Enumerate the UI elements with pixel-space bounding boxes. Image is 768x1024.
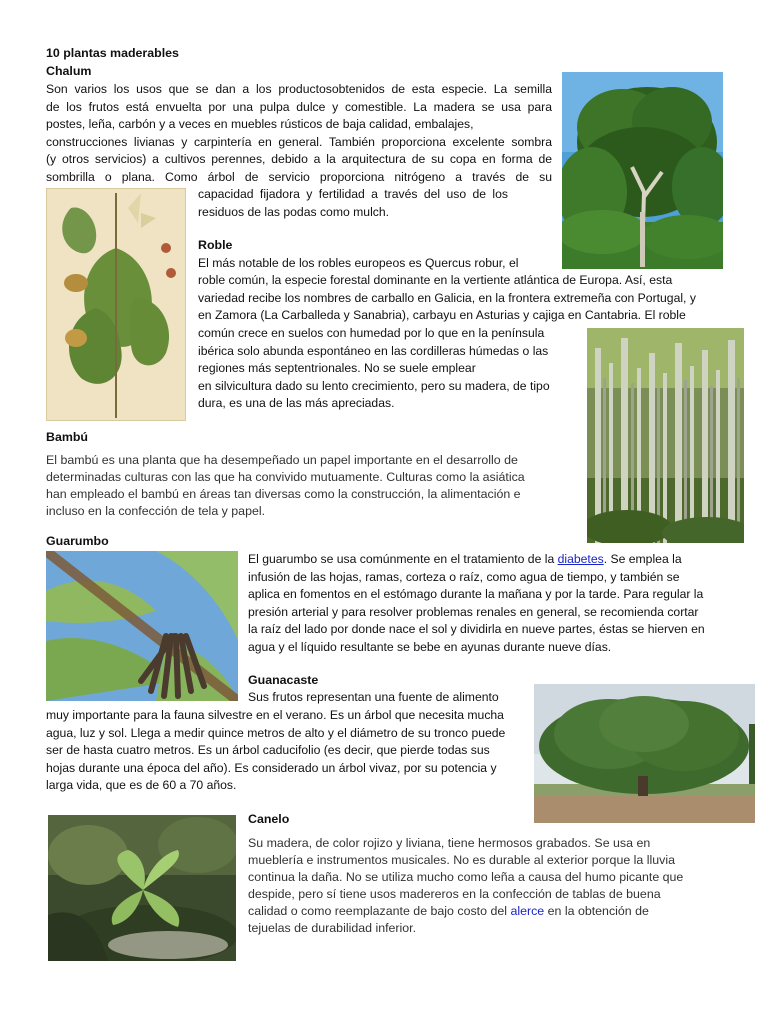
guarumbo-line: infusión de las hojas, ramas, corteza o raíz, como agua de tiempo, y también se [248, 569, 680, 584]
guarumbo-line: agua y el líquido resultante se bebe en ayunas durante nueve días. [248, 639, 612, 654]
roble-line: regiones más septentrionales. No se suele emplear [198, 361, 476, 376]
bambu-line: han empleado el bambú en áreas tan diversas como la construcción, la alimentación e [46, 487, 521, 501]
guanacaste-line: muy importante para la fauna silvestre en el verano. Es un árbol que necesita mucha [46, 708, 504, 722]
canelo-text: calidad o como reemplazante de bajo costo del [248, 904, 511, 918]
guarumbo-line: aplica en fomentos en el estómago durante la mañana y por la tarde. Para regular la [248, 587, 704, 602]
diabetes-link[interactable]: diabetes [557, 552, 604, 566]
chalum-line: de los frutos está envuelta por una pulpa dulce y comestible. La madera se usa para [46, 99, 552, 114]
guarumbo-line: presión arterial y para resolver problemas renales en general, se recomienda cortar [248, 604, 699, 619]
chalum-line: construcciones livianas y carpintería en general. También proporciona excelente sombra [46, 134, 552, 149]
bambu-line: El bambú es una planta que ha desempeñado un papel importante en el desarrollo de [46, 453, 518, 467]
roble-line: roble común, la especie forestal dominante en la vertiente atlántica de Europa. Así, esta [198, 273, 673, 287]
roble-paragraph-wide [198, 272, 718, 325]
roble-line: en Zamora (La Carballeda y Sanabria), carbayu en Asturias y cajiga en Cantabria. El roble [198, 308, 686, 323]
canelo-line: tejuelas de durabilidad inferior. [248, 921, 417, 935]
roble-line: en silvicultura dado su lento crecimiento, pero su madera, de tipo [198, 378, 550, 393]
canelo-plant-photo [48, 815, 236, 961]
page-title: 10 plantas maderables [46, 46, 179, 60]
canelo-line: Su madera, de color rojizo y liviana, tiene hermosos grabados. Se usa en [248, 836, 651, 850]
guanacaste-line: larga vida, que es de 60 a 70 años. [46, 778, 237, 793]
roble-paragraph [198, 255, 528, 273]
guanacaste-line: Sus frutos representan una fuente de alimento [248, 690, 499, 704]
guanacaste-first-line [248, 689, 528, 707]
guarumbo-line [248, 551, 722, 569]
heading-guarumbo: Guarumbo [46, 534, 109, 548]
roble-line: ibérica solo abunda espontáneo en las cordilleras húmedas o las [198, 343, 549, 358]
guarumbo-text: . Se emplea la [603, 552, 682, 566]
roble-line: común crece en suelos con humedad por lo que en la península [198, 326, 545, 340]
chalum-line: (y otros servicios) a cultivos perennes, debido a la arquitectura de su copa en forma de [46, 152, 552, 167]
guanacaste-line: hojas durante una época del año). Es considerado un árbol vivaz, por su potencia y [46, 760, 497, 775]
guanacaste-line: ser de hasta cuatro metros. Es un árbol caducifolio (es decir, que pierde todas sus [46, 743, 490, 758]
guanacaste-line: agua, luz y sol. Llega a medir quince metros de alto y el diámetro de su tronco puede [46, 725, 506, 740]
canelo-line [248, 903, 728, 920]
bamboo-forest-photo [587, 328, 744, 543]
chalum-tree-photo [562, 72, 723, 269]
guarumbo-line: la raíz del lado por donde nace el sol y dividirla en nueve partes, éstas se hierven en [248, 622, 705, 637]
alerce-link[interactable]: alerce [510, 904, 545, 918]
bambu-line: incluso en la confección de tela y papel. [46, 504, 266, 518]
chalum-paragraph-cont [198, 186, 508, 221]
heading-canelo: Canelo [248, 812, 290, 826]
guanacaste-paragraph [46, 707, 526, 795]
roble-line: dura, es una de las más apreciadas. [198, 396, 395, 411]
guanacaste-tree-photo [534, 684, 755, 823]
heading-chalum: Chalum [46, 64, 92, 78]
roble-line: El más notable de los robles europeos es Quercus robur, el [198, 256, 519, 270]
chalum-line: capacidad fijadora y fertilidad a través del uso de los [198, 187, 508, 201]
heading-bambu: Bambú [46, 430, 88, 444]
bambu-line: determinadas culturas con las que ha convivido mutuamente. Culturas como la asiática [46, 470, 525, 484]
roble-line: variedad recibe los nombres de carballo en Galicia, en la frontera extremeña con Portugal, y [198, 290, 696, 305]
canelo-line: mueblería e instrumentos musicales. No es durable al exterior porque la lluvia [248, 853, 675, 867]
guarumbo-text: El guarumbo se usa comúnmente en el tratamiento de la [248, 552, 558, 566]
chalum-line: residuos de las podas como mulch. [198, 204, 390, 219]
canelo-paragraph [248, 835, 728, 937]
chalum-line: postes, leña, carbón y a veces en muebles rústicos de baja calidad, embalajes, [46, 117, 474, 132]
heading-guanacaste: Guanacaste [248, 673, 319, 687]
guarumbo-leaves-photo [46, 551, 238, 701]
roble-paragraph-narrow [198, 325, 568, 413]
chalum-line: sombrilla o plana. Como árbol de servicio proporciona nitrógeno a través de su [46, 169, 552, 184]
guarumbo-paragraph [248, 551, 722, 657]
canelo-line: despide, pero sí tiene usos madereros en la confección de tablas de buena [248, 887, 661, 901]
chalum-line: Son varios los usos que se dan a los productosobtenidos de esta especie. La semilla [46, 82, 552, 96]
heading-roble: Roble [198, 238, 233, 252]
oak-botanical-illustration [46, 188, 186, 421]
bambu-paragraph [46, 452, 576, 520]
chalum-paragraph [46, 81, 552, 187]
canelo-line: continua la daña. No se utiliza mucho como leña a causa del humo picante que [248, 870, 684, 884]
canelo-text: en la obtención de [544, 904, 649, 918]
